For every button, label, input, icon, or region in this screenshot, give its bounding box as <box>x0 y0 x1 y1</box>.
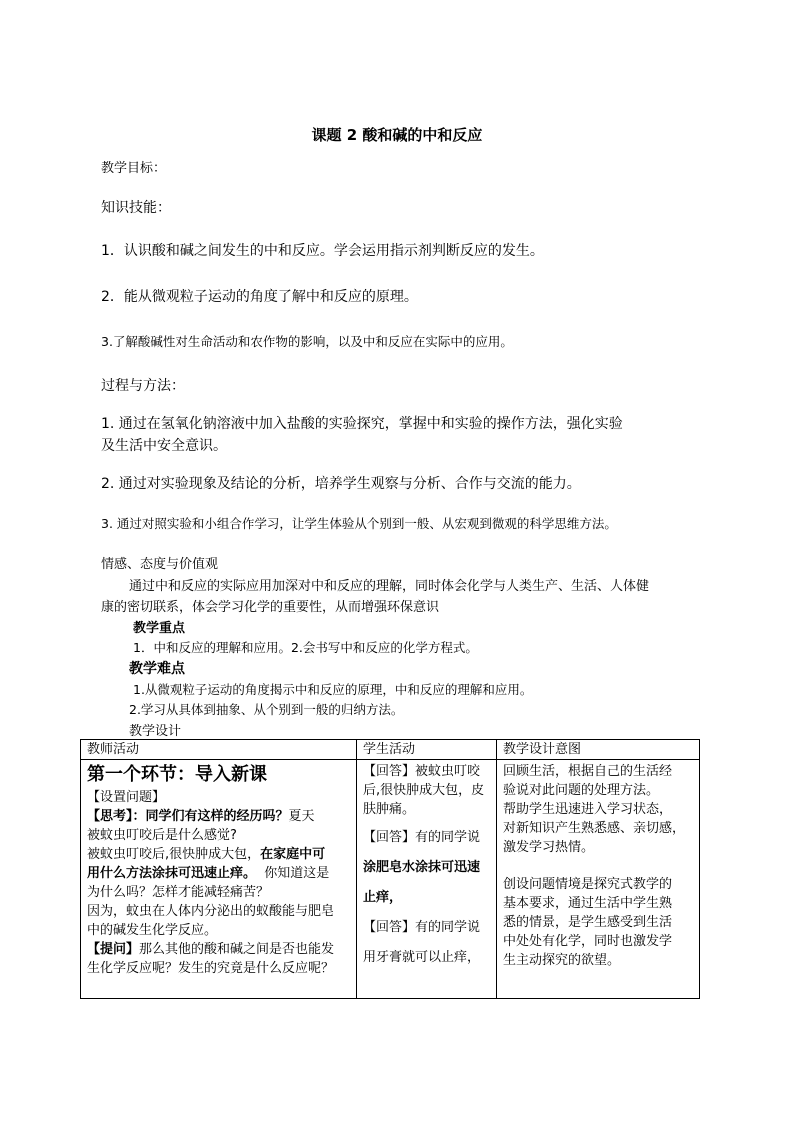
teacher-line: 为什么吗？怎样才能减轻痛苦？ <box>87 885 270 900</box>
teacher-line: 因为，蚊虫在人体内分泌出的蚁酸能与肥皂 <box>87 904 335 919</box>
think-line <box>87 807 350 826</box>
student-answer: 后,很快肿成大包，皮 <box>363 783 485 798</box>
intent-line: 创设问题情境是探究式教学的 <box>503 877 673 892</box>
think-tag: 【思考】： <box>87 809 146 824</box>
knowledge-item: 1．认识酸和碱之间发生的中和反应。学会运用指示剂判断反应的发生。 <box>101 243 544 259</box>
teacher-line <box>87 845 350 864</box>
student-activity-cell <box>357 760 497 999</box>
intent-line: 验说对此问题的处理方法。 <box>503 783 660 798</box>
process-item: 及生活中安全意识。 <box>101 438 227 454</box>
page-title: 课题 2 酸和碱的中和反应 <box>311 126 483 144</box>
ask-rest: 那么其他的酸和碱之间是否也能发 <box>139 942 335 957</box>
set-question: 【设置问题】 <box>87 790 166 805</box>
intent-line: 对新知识产生熟悉感、亲切感， <box>503 821 686 836</box>
stage-title: 第一个环节：导入新课 <box>87 764 267 785</box>
teacher-line: 生化学反应呢？发生的究竟是什么反应呢？ <box>87 961 335 976</box>
knowledge-label: 知识技能： <box>101 200 171 216</box>
intent-line: 基本要求，通过生活中学生熟 <box>503 896 673 911</box>
student-answer: 【回答】被蚊虫叮咬 <box>363 764 481 779</box>
process-item: 3. 通过对照实验和小组合作学习，让学生体验从个别到一般、从宏观到微观的科学思维方法。 <box>101 516 617 531</box>
student-answer: 【回答】有的同学说 <box>363 920 481 935</box>
intent-line: 激发学习热情。 <box>503 840 595 855</box>
intent-line: 中处处有化学，同时也激发学 <box>503 934 673 949</box>
difficulty-item: 2.学习从具体到抽象、从个别到一般的归纳方法。 <box>129 702 404 717</box>
process-item: 2. 通过对实验现象及结论的分析，培养学生观察与分析、合作与交流的能力。 <box>101 476 581 492</box>
table-header-row <box>81 740 700 760</box>
ask-line <box>87 940 350 959</box>
emotion-line: 康的密切联系，体会学习化学的重要性，从而增强环保意识 <box>101 600 440 615</box>
student-answer: 涂肥皂水涂抹可迅速 <box>363 860 481 875</box>
objectives-label: 教学目标： <box>101 161 167 176</box>
intent-line: 帮助学生迅速进入学习状态， <box>503 802 673 817</box>
teacher-emphasis: 用什么方法涂抹可迅速止痒。 <box>87 866 257 881</box>
key-text: 1．中和反应的理解和应用。2.会书写中和反应的化学方程式。 <box>133 640 478 655</box>
think-rest: 夏天 <box>288 809 315 824</box>
teacher-line <box>87 864 350 883</box>
student-answer: 止痒， <box>363 890 403 905</box>
teacher-text: 被蚊虫叮咬后,很快肿成大包， <box>87 847 261 862</box>
design-label: 教学设计 <box>129 724 182 739</box>
teaching-design-table <box>80 739 700 999</box>
process-item: 1. 通过在氢氧化钠溶液中加入盐酸的实验探究，掌握中和实验的操作方法，强化实验 <box>101 416 623 432</box>
intent-line: 回顾生活，根据自己的生活经 <box>503 764 673 779</box>
knowledge-item: 3.了解酸碱性对生命活动和农作物的影响，以及中和反应在实际中的应用。 <box>101 334 513 349</box>
header-student: 学生活动 <box>357 740 497 760</box>
header-intent: 教学设计意图 <box>497 740 700 760</box>
think-question: 同学们有这样的经历吗？ <box>145 809 289 824</box>
teacher-line: 被蚊虫叮咬后是什么感觉? <box>87 828 237 843</box>
knowledge-item: 2．能从微观粒子运动的角度了解中和反应的原理。 <box>101 289 418 305</box>
teacher-line: 中的碱发生化学反应。 <box>87 923 218 938</box>
teacher-emphasis: 在家庭中可 <box>260 847 326 862</box>
emotion-label: 情感、态度与价值观 <box>101 557 219 572</box>
student-answer: 肤肿痛。 <box>363 802 416 817</box>
difficulty-label: 教学难点 <box>129 661 185 677</box>
student-answer: 用牙膏就可以止痒， <box>363 950 481 965</box>
student-answer: 【回答】有的同学说 <box>363 830 481 845</box>
table-row <box>81 760 700 999</box>
difficulty-item: 1.从微观粒子运动的角度揭示中和反应的原理，中和反应的理解和应用。 <box>133 682 533 697</box>
ask-tag: 【提问】 <box>87 942 140 957</box>
key-label: 教学重点 <box>133 621 186 636</box>
header-teacher: 教师活动 <box>81 740 357 760</box>
teacher-activity-cell <box>81 760 357 999</box>
teacher-text: 你知道这是 <box>256 866 330 881</box>
intent-line: 悉的情景，是学生感受到生活 <box>503 915 673 930</box>
intent-line: 生主动探究的欲望。 <box>503 953 621 968</box>
intent-cell <box>497 760 700 999</box>
process-label: 过程与方法： <box>101 378 185 394</box>
emotion-line: 通过中和反应的实际应用加深对中和反应的理解，同时体会化学与人类生产、生活、人体健 <box>129 579 650 594</box>
